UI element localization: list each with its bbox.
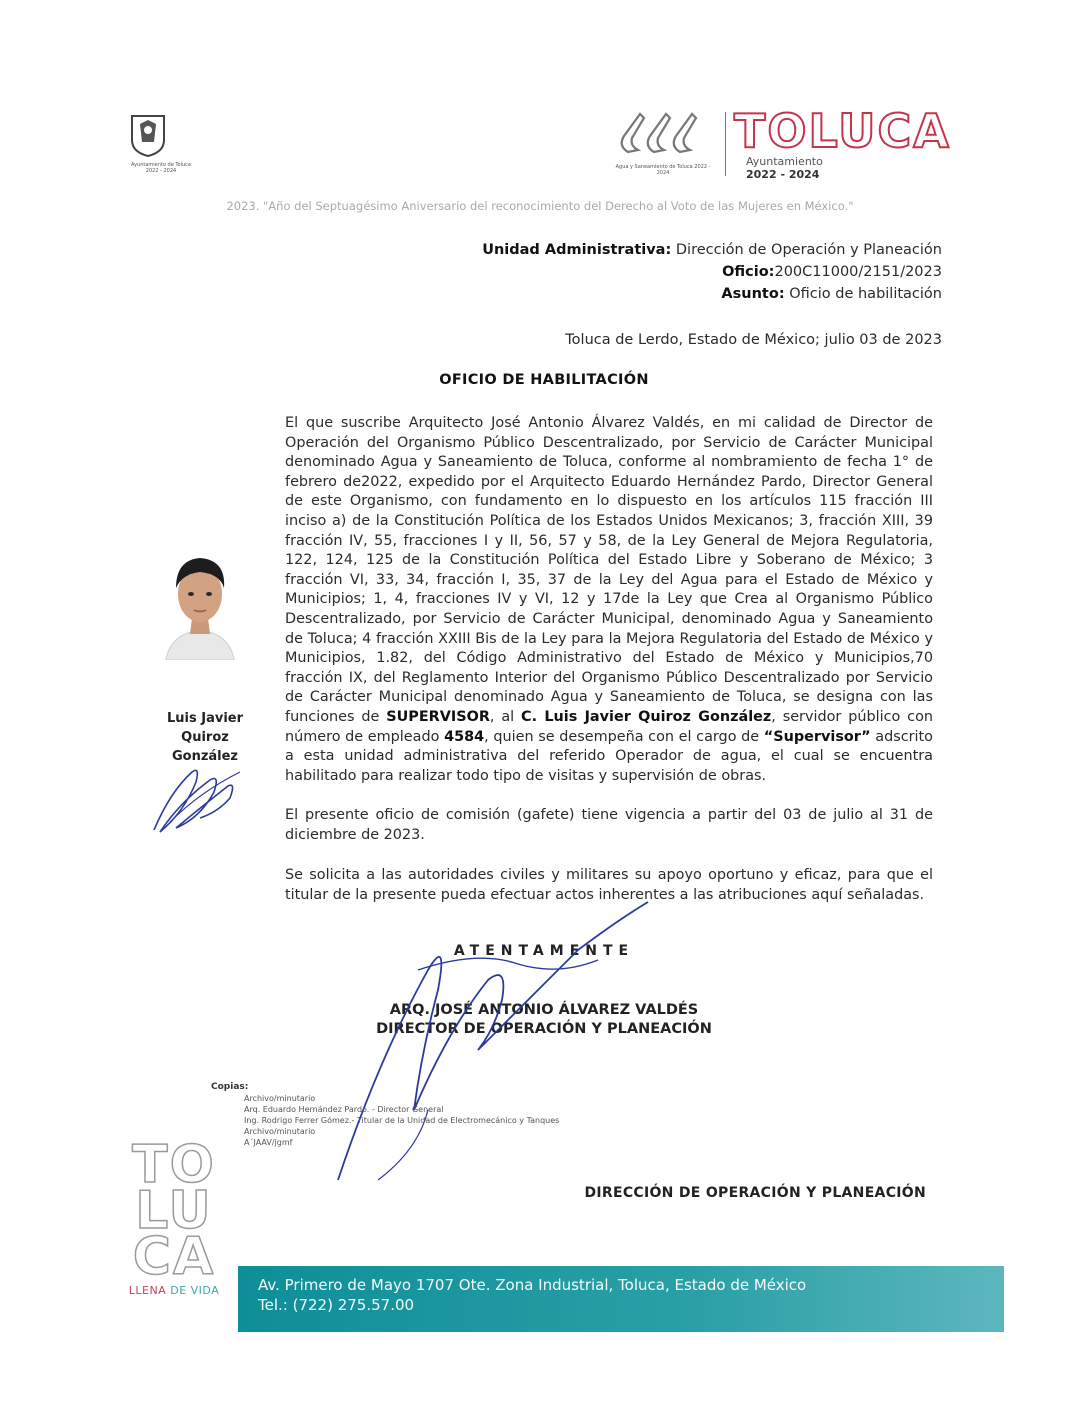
tagline-c: VIDA [190,1284,220,1297]
toluca-wordmark: TOLUCA [734,104,951,158]
photo-caption-line2: Quiroz [181,730,229,745]
logo-row-to: TO [132,1135,216,1195]
asunto-value: Oficio de habilitación [789,286,942,302]
paragraph-validity: El presente oficio de comisión (gafete) tiene vigencia a partir del 03 de julio al 31 de diciembre de 2023. [285,807,933,843]
place-date: Toluca de Lerdo, Estado de México; julio 03 de 2023 [565,332,942,348]
asunto-label: Asunto: [721,286,785,302]
atentamente: ATENTAMENTE [453,943,635,959]
ayuntamiento-label: Ayuntamiento [746,155,823,168]
logo-row-ca: CA [132,1227,216,1287]
copies-list [244,1093,559,1148]
footer-department: DIRECCIÓN DE OPERACIÓN Y PLANEACIÓN [584,1185,926,1201]
meta-asunto [721,284,942,304]
logo-tagline [122,1284,226,1297]
meta-oficio [722,262,942,282]
left-logo-caption: Ayuntamiento de Toluca 2022 - 2024 [131,162,191,174]
p1-employee-number: 4584 [444,728,485,745]
p1-text-b: , al [489,708,522,725]
paragraph-request: Se solicita a las autoridades civiles y militares su apoyo oportuno y eficaz, para que el titular de la presente pueda efectuar actos inherentes a las atribuciones aquí señaladas. [285,867,933,903]
tagline-a: LLENA [128,1284,171,1297]
director-signature-icon [318,880,658,1200]
unidad-value: Dirección de Operación y Planeación [675,242,942,258]
p1-person: C. Luis Javier Quiroz González [521,708,772,725]
crest-icon [128,110,168,158]
copy-item: Archivo/minutario [244,1127,316,1136]
photo-caption-line3: González [171,749,239,764]
copy-item: A´JAAV/jgmf [244,1138,293,1147]
oficio-label: Oficio: [722,264,775,280]
toluca-logo [734,104,951,181]
period-label: 2022 - 2024 [746,168,820,181]
copy-item: Archivo/minutario [244,1094,316,1103]
portrait-icon [156,538,244,660]
unidad-label: Unidad Administrativa: [482,242,672,258]
employee-photo [156,538,244,660]
paragraph-appointment [285,414,933,786]
toluca-llena-de-vida-logo [122,1135,226,1297]
oficio-value: 200C11000/2151/2023 [774,264,942,280]
copies-label: Copias: [211,1082,249,1092]
ayuntamiento-crest-logo [128,110,194,174]
year-legend: 2023. "Año del Septuagésimo Aniversario del reconocimiento del Derecho al Voto de las Mujeres en México." [226,199,854,213]
p1-cargo: “Supervisor” [763,728,871,745]
employee-signature-icon [140,752,250,842]
p1-role: SUPERVISOR [386,708,490,725]
phone-text: Tel.: (722) 275.57.00 [258,1296,415,1314]
signer-title: DIRECTOR DE OPERACIÓN Y PLANEACIÓN [376,1021,712,1037]
p1-text-e: adscrito a esta unidad administrativa del referido Operador de agua, el cual se encuentra habilitado para realizar todo tipo de visitas y supervisión de obras. [285,728,933,784]
water-drops-icon [610,108,716,160]
caas-logo [610,108,716,176]
header-divider [725,112,726,176]
p1-text-c: , servidor público con número de empleado [285,708,934,745]
p1-text-d: , quien se desempeña con el cargo de [484,728,764,745]
copy-item: Arq. Eduardo Hernández Pardo. - Director General [244,1105,444,1114]
photo-caption-line1: Luis Javier [166,711,244,726]
p1-text-a: El que suscribe Arquitecto José Antonio Álvarez Valdés, en mi calidad de Director de Operación del Organismo Público Descentralizado, por Servicio de Carácter Municipal denominado Agua y Saneamiento de Toluca, conforme al nombramiento de fecha 1° de febrero de2022, expedido por el Arquitecto Eduardo Hernández Pardo, Director General de este Organismo, con fundamento en lo dispuesto en los artículos 115 fracción III inciso a) de la Constitución Política de los Estados Unidos Mexicanos; 3, fracción XIII, 39 fracción IV, 55, fracciones I y II, 56, 57 y 58, de la Ley General de Mejora Regulatoria, 122, 124, 125 de la Constitución Política del Estado Libre y Soberano de México; 3 fracción VI, 33, 34, fracción I, 35, 37 de la Ley del Agua para el Estado de México y Municipios; 1, 4, fracciones IV y VI, 12 y 17de la Ley que Crea al Organismo Público Descentralizado, por Servicio de Carácter Municipal, denominado Agua y Saneamiento de Toluca; 4 fracción XXIII Bis de la Ley para la Mejora Regulatoria del Estado de México y Municipios, 1.82, del Código Administrativo del Estado de México y Municipios,70 fracción IX, del Reglamento Interior del Organismo Público Descentralizado por Servicio de Carácter Municipal denominado Agua y Saneamiento de Toluca, se designa con las funciones de [285,415,933,725]
copy-item: Ing. Rodrigo Ferrer Gómez.- Titular de la Unidad de Electromecánico y Tanques [244,1116,560,1125]
document-title: OFICIO DE HABILITACIÓN [439,372,649,388]
address-text: Av. Primero de Mayo 1707 Ote. Zona Industrial, Toluca, Estado de México [258,1276,807,1294]
tagline-b: DE [170,1284,191,1297]
meta-unidad [482,240,942,260]
logo-row-lu: LU [135,1181,213,1241]
caas-logo-caption: Agua y Saneamiento de Toluca 2022 - 2024 [615,164,711,176]
signer-name: ARQ. JOSÉ ANTONIO ÁLVAREZ VALDÉS [389,1002,699,1018]
